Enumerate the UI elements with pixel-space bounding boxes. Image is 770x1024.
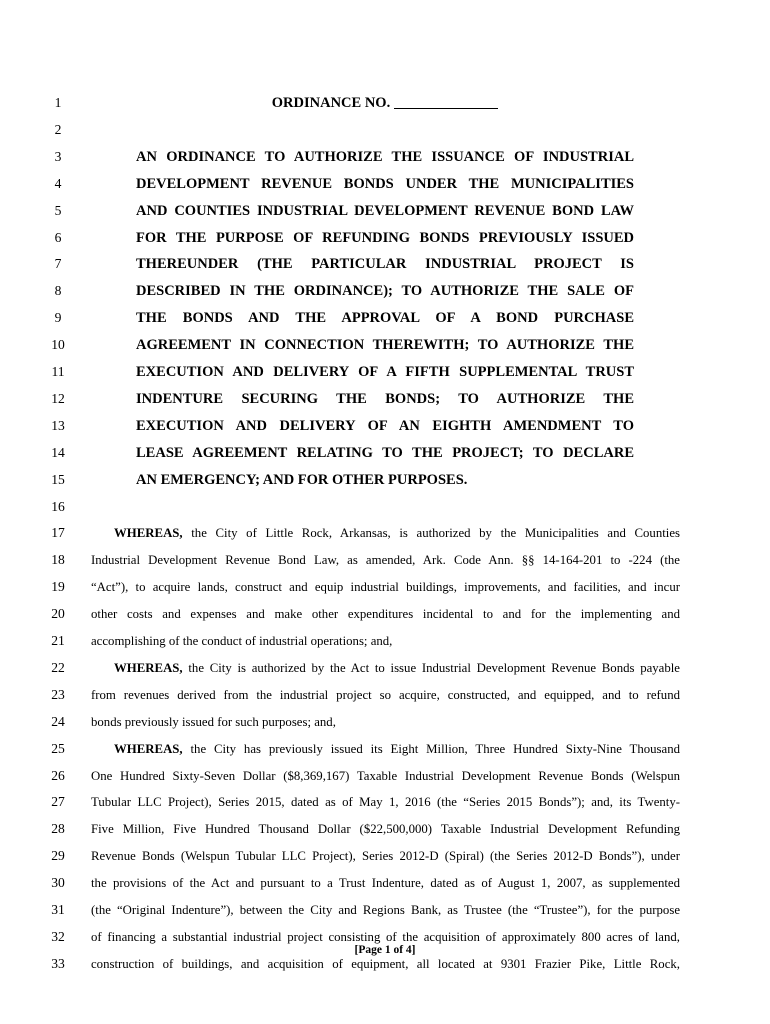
whereas-paragraph-first-line — [114, 655, 680, 681]
paragraph-text: the City has previously issued its Eight Million, Three Hundred Sixty-Nine Thousand — [190, 741, 680, 756]
ordinance-heading-line: THE BONDS AND THE APPROVAL OF A BOND PURCHASE — [136, 310, 634, 327]
line-number: 3 — [54, 148, 62, 164]
document-line — [0, 763, 770, 789]
page-footer: [Page 1 of 4] — [354, 944, 416, 956]
paragraph-line: Five Million, Five Hundred Thousand Dollar ($22,500,000) Taxable Industrial Development Refunding — [91, 822, 680, 837]
line-number: 14 — [51, 444, 65, 460]
paragraph-line: bonds previously issued for such purposes; and, — [91, 714, 336, 729]
line-number: 31 — [51, 902, 65, 917]
paragraph-text: the City is authorized by the Act to issue Industrial Development Revenue Bonds payable — [188, 660, 680, 675]
ordinance-title-prefix: ORDINANCE NO. — [271, 95, 391, 111]
paragraph-line: the provisions of the Act and pursuant to a Trust Indenture, dated as of August 1, 2007, as supplemented — [91, 876, 680, 891]
line-number: 6 — [54, 229, 62, 245]
document-line — [0, 709, 770, 735]
document-line — [0, 574, 770, 600]
line-number: 25 — [51, 740, 65, 756]
line-number: 26 — [51, 767, 65, 783]
ordinance-heading-line: THEREUNDER (THE PARTICULAR INDUSTRIAL PROJECT IS — [136, 256, 634, 273]
document-line — [0, 305, 770, 331]
line-number: 15 — [51, 471, 65, 487]
document-line — [0, 171, 770, 197]
ordinance-number-blank — [394, 94, 498, 109]
document-line — [0, 736, 770, 762]
paragraph-line: construction of buildings, and acquisition of equipment, all located at 9301 Frazier Pike, Little Rock, — [91, 956, 680, 971]
line-number: 21 — [51, 633, 65, 648]
line-number: 33 — [51, 955, 65, 971]
document-line — [0, 520, 770, 546]
ordinance-heading-line: LEASE AGREEMENT RELATING TO THE PROJECT; TO DECLARE — [136, 444, 634, 461]
whereas-paragraph-first-line — [114, 736, 680, 762]
paragraph-line: Industrial Development Revenue Bond Law, as amended, Ark. Code Ann. §§ 14-164-201 to -224 (the — [91, 553, 680, 568]
line-number: 17 — [51, 525, 65, 541]
line-number: 28 — [51, 821, 65, 837]
ordinance-heading-line: AND COUNTIES INDUSTRIAL DEVELOPMENT REVENUE BOND LAW — [136, 202, 634, 219]
line-number: 2 — [54, 121, 62, 137]
ordinance-heading-line: AGREEMENT IN CONNECTION THEREWITH; TO AUTHORIZE THE — [136, 337, 634, 354]
line-number: 19 — [51, 579, 65, 595]
ordinance-heading-line: AN EMERGENCY; AND FOR OTHER PURPOSES. — [136, 471, 468, 488]
line-number: 27 — [51, 794, 65, 810]
line-number: 5 — [54, 202, 62, 218]
document-line — [0, 386, 770, 412]
paragraph-line: One Hundred Sixty-Seven Dollar ($8,369,167) Taxable Industrial Development Revenue Bonds (Welspun — [91, 768, 680, 783]
paragraph-line: (the “Original Indenture”), between the City and Regions Bank, as Trustee (the “Trustee”), for the purpose — [91, 903, 680, 917]
document-line — [0, 601, 770, 627]
document-line — [0, 843, 770, 869]
document-line — [0, 90, 770, 116]
line-number: 16 — [51, 498, 65, 514]
paragraph-line: other costs and expenses and make other expenditures incidental to and for the implementing and — [91, 607, 680, 622]
ordinance-heading-line: EXECUTION AND DELIVERY OF AN EIGHTH AMENDMENT TO — [136, 417, 634, 434]
line-number: 9 — [54, 310, 62, 326]
whereas-label: WHEREAS, — [114, 660, 183, 675]
line-number: 30 — [51, 875, 65, 891]
document-line — [0, 628, 770, 654]
whereas-label: WHEREAS, — [114, 526, 183, 541]
line-number: 29 — [51, 848, 65, 864]
paragraph-line: of financing a substantial industrial project consisting of the acquisition of approximately 800 acres of land, — [91, 929, 680, 944]
line-number: 20 — [51, 606, 65, 622]
ordinance-heading-line: FOR THE PURPOSE OF REFUNDING BONDS PREVIOUSLY ISSUED — [136, 229, 634, 246]
ordinance-heading-line: AN ORDINANCE TO AUTHORIZE THE ISSUANCE OF INDUSTRIAL — [136, 148, 634, 165]
document-line — [0, 467, 770, 493]
ordinance-heading-line: DESCRIBED IN THE ORDINANCE); TO AUTHORIZE THE SALE OF — [136, 283, 634, 300]
document-line — [0, 440, 770, 466]
document-line — [0, 359, 770, 385]
line-number: 32 — [51, 928, 65, 944]
line-number: 24 — [51, 713, 65, 729]
whereas-paragraph-first-line — [114, 520, 680, 546]
paragraph-text: the City of Little Rock, Arkansas, is authorized by the Municipalities and Counties — [191, 526, 680, 541]
line-number: 11 — [51, 364, 65, 379]
document-line — [0, 789, 770, 815]
line-number: 12 — [51, 390, 65, 406]
ordinance-heading-line: EXECUTION AND DELIVERY OF A FIFTH SUPPLEMENTAL TRUST — [136, 364, 634, 380]
ordinance-number-title — [0, 90, 770, 116]
document-line — [0, 655, 770, 681]
ordinance-heading-line: DEVELOPMENT REVENUE BONDS UNDER THE MUNICIPALITIES — [136, 175, 634, 192]
paragraph-line: “Act”), to acquire lands, construct and equip industrial buildings, improvements, and facilities, and incur — [91, 580, 680, 595]
document-line — [0, 816, 770, 842]
document-line — [0, 682, 770, 708]
line-number: 4 — [54, 175, 62, 191]
line-number: 8 — [54, 283, 62, 299]
whereas-label: WHEREAS, — [114, 741, 183, 756]
line-number: 18 — [51, 552, 65, 568]
document-line — [0, 413, 770, 439]
document-line — [0, 198, 770, 224]
line-number: 23 — [51, 686, 65, 702]
document-line — [0, 278, 770, 304]
document-line — [0, 144, 770, 170]
line-number: 13 — [51, 417, 65, 433]
line-number: 10 — [51, 337, 65, 353]
document-line — [0, 547, 770, 573]
document-line — [0, 870, 770, 896]
paragraph-line: Revenue Bonds (Welspun Tubular LLC Project), Series 2012-D (Spiral) (the Series 2012-D Bonds”), under — [91, 849, 680, 864]
document-line — [0, 332, 770, 358]
line-number: 7 — [54, 256, 62, 272]
paragraph-line: Tubular LLC Project), Series 2015, dated as of May 1, 2016 (the “Series 2015 Bonds”); and, its Twenty- — [91, 795, 680, 810]
document-line — [0, 897, 770, 923]
document-line — [0, 117, 770, 143]
ordinance-heading-line: INDENTURE SECURING THE BONDS; TO AUTHORIZE THE — [136, 390, 634, 407]
paragraph-line: accomplishing of the conduct of industrial operations; and, — [91, 634, 393, 648]
document-line — [0, 225, 770, 251]
paragraph-line: from revenues derived from the industrial project so acquire, constructed, and equipped, and to refund — [91, 687, 680, 702]
line-number: 22 — [51, 659, 65, 675]
line-number: 1 — [54, 95, 62, 110]
document-line — [0, 251, 770, 277]
document-line — [0, 494, 770, 520]
